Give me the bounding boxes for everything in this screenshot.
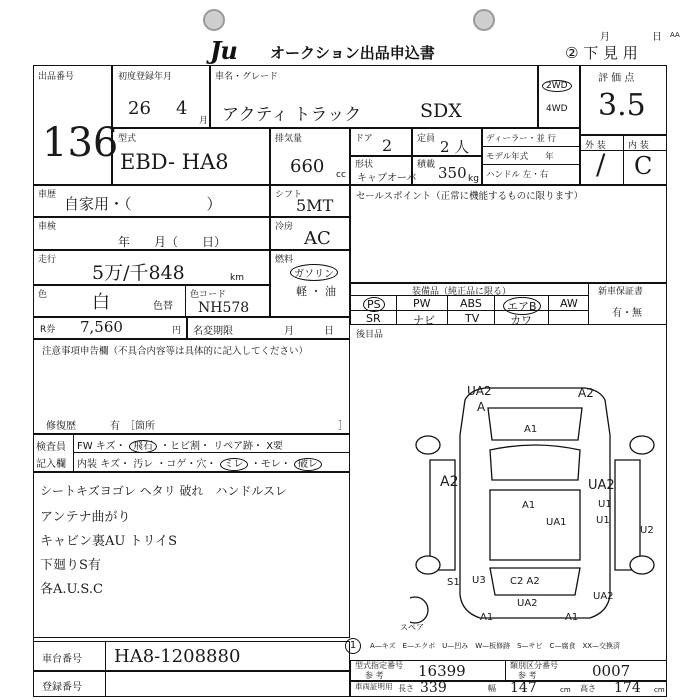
equipment-hdiv1 <box>350 295 588 296</box>
new-car-warranty-value: 有・無 <box>612 308 642 319</box>
mileage-value: 5万/千848 <box>92 262 185 284</box>
damage-legend: A—キズ E—エクボ U—凹み W—板修跡 S—サビ C—腐食 XX—交換済 <box>370 642 621 650</box>
equipment-hdiv2 <box>350 310 588 311</box>
color-code-label: 色コード <box>190 290 227 300</box>
dmg-mark: A1 <box>524 424 538 435</box>
shape-value: キャブオーバ <box>357 173 417 184</box>
load-label: 積載 <box>417 160 436 170</box>
dmg-mark: S1 <box>447 577 460 588</box>
class-number-ref: 参 考 <box>518 671 537 680</box>
ac-label: 冷房 <box>275 222 294 232</box>
expiry-label: 名変期限 <box>193 326 233 337</box>
type-label: 型式 <box>118 134 137 144</box>
length-value: 339 <box>420 680 447 696</box>
ext-label: 外 装 <box>585 141 606 151</box>
inspector-div <box>73 434 74 472</box>
dmg-mark: A2 <box>578 386 594 400</box>
dealer-div2 <box>482 164 580 165</box>
equipment-col1 <box>396 295 397 325</box>
dmg-mark: A1 <box>522 500 536 511</box>
dmg-mark: UA1 <box>546 517 567 528</box>
length-label: 長さ <box>398 684 414 693</box>
car-grade-value: SDX <box>420 100 462 122</box>
dmg-mark: U2 <box>640 525 654 536</box>
shift-label: シフト <box>275 190 303 200</box>
fuel-label: 燃料 <box>275 255 294 265</box>
lot-number-value: 136 <box>42 120 119 166</box>
capacity-label: 定員 <box>417 134 436 144</box>
inspector-hdiv <box>73 452 350 453</box>
insp-scratch: キズ・ <box>95 441 126 452</box>
inspector-label1: 検査員 <box>36 442 66 453</box>
load-unit: kg <box>468 174 479 184</box>
inspection-label: 車検 <box>38 222 57 232</box>
reg-year-value: 26 <box>128 98 151 119</box>
chassis-label: 車台番号 <box>42 654 82 665</box>
shape-label: 形状 <box>355 160 374 170</box>
insp-interior: 内装 <box>77 459 97 470</box>
dealer-line3: ハンドル 左・右 <box>486 170 549 180</box>
repair-label: 修復歴 <box>46 421 76 432</box>
color-code-value: NH578 <box>198 300 250 316</box>
class-number-value: 0007 <box>592 662 631 680</box>
date-month-label: 月 <box>600 32 610 43</box>
doors-value: 2 <box>382 136 393 155</box>
drive-cell <box>538 65 580 128</box>
post-label: 後目品 <box>356 330 384 340</box>
ju-logo: Ju <box>210 36 237 65</box>
equip-navi: ナビ <box>413 314 435 327</box>
ext-value: / <box>596 148 606 181</box>
drive-2wd: 2WD <box>542 80 572 92</box>
recycle-value: 7,560 <box>80 318 123 336</box>
recycle-label: R券 <box>40 325 56 335</box>
spare-label: スペア <box>400 623 424 632</box>
dmg-mark: C2 A2 <box>510 576 540 587</box>
dmg-mark: UA2 <box>588 478 615 493</box>
insp-int-dirt: 汚レ <box>133 459 154 470</box>
history-label: 車歴 <box>38 190 57 200</box>
equip-ps: PS <box>363 297 385 312</box>
equip-leather: カワ <box>510 314 532 327</box>
dealer-line1: ディーラー・並 行 <box>486 134 557 144</box>
handwritten-note-2: アンテナ曲がり <box>40 510 131 525</box>
dmg-mark: U1 <box>596 515 610 526</box>
handwritten-note-1: シートキズヨゴレ ヘタリ 破れ ハンドルスレ <box>40 484 288 498</box>
class-number-label: 類別区分番号 <box>510 661 558 670</box>
form-title: オークション出品申込書 <box>270 44 435 62</box>
dmg-mark: U3 <box>472 575 486 586</box>
int-label: 内 装 <box>628 141 649 151</box>
new-car-warranty-label: 新車保証書 <box>598 287 644 297</box>
shift-value: 5MT <box>296 196 334 215</box>
insp-x: X要 <box>266 441 284 452</box>
reg-month-value: 4 <box>176 98 188 119</box>
fuel-value: ガソリン <box>290 264 338 281</box>
type-number-ref: 参 考 <box>365 671 384 680</box>
binder-hole-left <box>203 9 225 31</box>
binder-hole-right <box>473 9 495 31</box>
equipment-label: 装備品（純正品に限る） <box>412 287 512 297</box>
ac-value: AC <box>304 228 331 249</box>
car-model-value: アクティ トラック <box>222 105 362 125</box>
dmg-mark: A1 <box>565 612 579 623</box>
handwritten-note-4: 下廻りS有 <box>40 558 101 573</box>
equip-aw: AW <box>560 297 578 310</box>
repair-close: ］ <box>338 421 348 432</box>
color-change-label: 色替 <box>153 301 173 312</box>
insp-int-wear: ミレ <box>220 458 248 471</box>
lot-number-label: 出品番号 <box>38 72 75 82</box>
mileage-unit: km <box>230 273 244 283</box>
dimension-label: 車両証明用 <box>355 682 393 691</box>
color-label: 色 <box>38 290 48 300</box>
notes-label: 注意事項申告欄（不具合内容等は具体的に記入してください） <box>42 346 309 357</box>
handwritten-note-5: 各A.U.S.C <box>40 582 103 597</box>
fuel-opt: 軽 ・ 油 <box>296 285 336 298</box>
capacity-value: 2 人 <box>440 138 470 156</box>
width-unit: cm <box>560 686 571 694</box>
reg-date-label: 初度登録年月 <box>118 72 173 82</box>
grade-eval-label: 評 価 点 <box>598 73 635 84</box>
height-value: 174 <box>614 680 641 696</box>
handwritten-note-3: キャビン裏AU トリイS <box>40 534 177 549</box>
chassis-value: HA8-1208880 <box>114 646 241 667</box>
color-div <box>185 285 186 317</box>
insp-chip: 飛石 <box>129 440 157 453</box>
width-value: 147 <box>510 680 537 696</box>
insp-int-tear: 破レ <box>294 458 322 471</box>
sales-point-label: セールスポイント（正常に機能するものに限ります） <box>356 191 584 202</box>
type-value: EBD- HA8 <box>120 150 229 174</box>
equip-abs: ABS <box>460 297 482 310</box>
type-number-label: 型式指定番号 <box>355 661 403 670</box>
dealer-line2: モデル年式 年 <box>486 152 554 162</box>
chassis-num: 1 <box>345 638 361 654</box>
dmg-mark: UA2 <box>467 384 492 398</box>
inspector-row1 <box>77 437 283 452</box>
equipment-col4 <box>548 295 549 325</box>
date-day-label: 日 <box>652 32 662 43</box>
load-value: 350 <box>438 164 467 182</box>
height-unit: cm <box>654 686 665 694</box>
insp-int-leak: ・モレ・ <box>250 459 291 470</box>
dmg-mark: U1 <box>598 499 612 510</box>
displacement-unit: cc <box>336 170 346 180</box>
int-value: C <box>634 152 653 180</box>
insp-int-burn: ・コゲ・穴・ <box>156 459 217 470</box>
expiry-value: 月 日 <box>284 326 334 337</box>
equip-airbag: エアB <box>503 297 541 315</box>
recycle-unit: 円 <box>172 326 182 336</box>
dmg-mark: UA2 <box>593 591 614 602</box>
registration-label: 登録番号 <box>42 682 82 693</box>
bottom-div1 <box>505 660 506 681</box>
drive-4wd: 4WD <box>546 104 568 114</box>
displacement-value: 660 <box>290 156 325 177</box>
equipment-col2 <box>447 295 448 325</box>
insp-fw: FW <box>77 441 93 452</box>
dmg-mark: A1 <box>480 612 494 623</box>
doors-label: ドア <box>355 134 373 144</box>
dmg-mark: A <box>477 400 486 414</box>
displacement-label: 排気量 <box>275 134 303 144</box>
reg-month-unit: 月 <box>199 116 209 126</box>
inspector-label2: 記入欄 <box>36 459 66 470</box>
ext-int-divider <box>623 135 624 185</box>
copy-label: ② 下 見 用 <box>565 44 638 62</box>
insp-crack: ・ヒビ割・ <box>160 441 211 452</box>
equipment-div-main <box>588 283 589 325</box>
inspector-row2 <box>77 455 322 470</box>
color-value: 白 <box>92 292 110 313</box>
repair-value: 有 ［箇所 <box>110 421 155 432</box>
insp-repair: リペア跡・ <box>213 441 264 452</box>
equip-sr: SR <box>366 312 381 325</box>
dealer-div1 <box>482 146 580 147</box>
equip-pw: PW <box>413 297 431 310</box>
width-label: 幅 <box>488 684 496 693</box>
equipment-col3 <box>494 295 495 325</box>
grade-eval-value: 3.5 <box>598 88 646 123</box>
height-label: 高さ <box>580 684 596 693</box>
dmg-mark: A2 <box>440 474 459 490</box>
type-number-value: 16399 <box>418 662 466 680</box>
date-aa-label: AA <box>670 31 680 39</box>
name-grade-label: 車名・グレード <box>215 72 279 82</box>
mileage-label: 走行 <box>38 255 57 265</box>
history-value: 自家用・（ ） <box>64 195 222 213</box>
inspection-value: 年 月（ 日） <box>118 235 227 249</box>
insp-int-scratch: キズ・ <box>100 459 130 470</box>
dmg-mark: UA2 <box>517 598 538 609</box>
equip-tv: TV <box>465 312 480 325</box>
